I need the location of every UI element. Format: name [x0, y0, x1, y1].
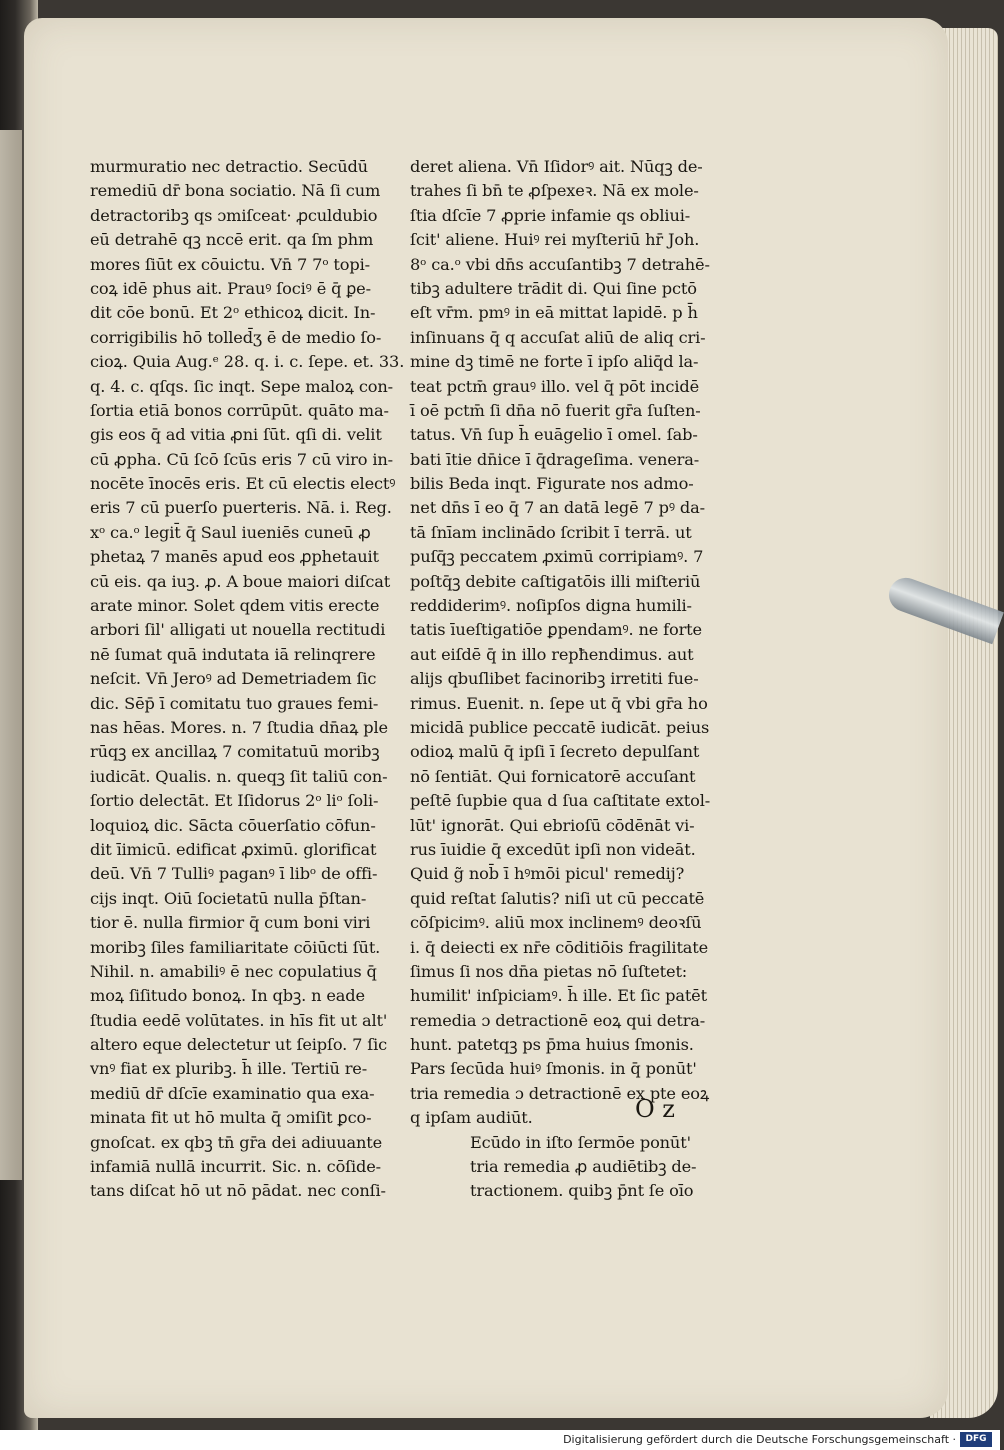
text-line: Ecūdo in iſto ſermōe ponūt' — [470, 1132, 691, 1152]
text-line: quid reſtat ſalutis? niſi ut cū peccatē — [410, 888, 705, 908]
text-line: arbori ſil' alligati ut nouella rectitudi — [90, 620, 386, 640]
text-line: tria remedia ꝓ audiētibꝫ de- — [470, 1157, 697, 1177]
text-line: xᵒ ca.ᵒ legit̄ q̄ Saul iueniēs cuneū ꝓ — [90, 522, 371, 542]
funding-credit: Digitalisierung gefördert durch die Deutsche Forschungsgemeinschaft · — [563, 1433, 956, 1446]
text-line: tria remedia ɔ detractionē ex pte eoꝝ — [410, 1083, 710, 1103]
text-line: dit īimicū. edificat ꝓximū. glorificat — [90, 839, 377, 859]
text-line: q. 4. c. qſqs. ſic inqt. Sepe maloꝝ con- — [90, 376, 393, 396]
text-line: tā ſnīam inclinādo ſcribit ī terrā. ut — [410, 522, 692, 542]
text-line: detractoribꝫ qs ɔmiſceat· ꝓculdubio — [90, 205, 378, 225]
text-line: tatus. Vn̄ ſup h̄ euāgelio ī omel. ſab- — [410, 425, 698, 445]
text-line: cū eis. qa iuꝫ. ꝓ. A boue maiori diſcat — [90, 571, 391, 591]
text-line: peſtē ſupbie qua d ſua caſtitate extol- — [410, 791, 711, 811]
text-line: cijs inqt. Oiū ſocietatū nulla p̄ſtan- — [90, 888, 367, 908]
text-line: iudicāt. Qualis. n. queqꝫ ſit taliū con- — [90, 766, 388, 786]
left-text-column — [90, 155, 405, 1204]
text-line: ſimus ſi nos dn̄a pietas nō ſuſtetet: — [410, 961, 688, 981]
text-line: phetaꝝ 7 manēs apud eos ꝓphetauit — [90, 547, 379, 567]
text-line: altero eque delectetur ut ſeipſo. 7 ſic — [90, 1035, 388, 1055]
text-line: hunt. patetqꝫ ps p̄ma huius ſmonis. — [410, 1035, 694, 1055]
text-line: alijs qbuſlibet facinoribꝫ irretiti fue- — [410, 669, 699, 689]
text-line: humilit' inſpiciamꝰ. h̄ ille. Et ſic patēt — [410, 986, 707, 1006]
text-line: rūqꝫ ex ancillaꝝ 7 comitatuū moribꝫ — [90, 742, 380, 762]
footer-bar — [0, 1430, 1000, 1450]
text-line: ī oē pctm̄ ſi dn̄a nō fuerit gr̄a ſuſten- — [410, 400, 701, 420]
text-line: nocēte īnocēs eris. Et cū electis electꝰ — [90, 474, 396, 494]
text-line: mores ſiūt ex cōuictu. Vn̄ 7 7ᵒ topi- — [90, 254, 370, 274]
text-line: mediū dr̄ dſcīe examinatio qua exa- — [90, 1083, 375, 1103]
text-line: tior ē. nulla firmior q̄ cum boni viri — [90, 913, 371, 933]
text-line: arate minor. Solet qdem vitis erecte — [90, 596, 380, 616]
text-line: minata fit ut hō multa q̄ ɔmiſit ꝑco- — [90, 1108, 372, 1128]
text-line: mine dꝫ timē ne forte ī ipſo aliq̄d la- — [410, 352, 699, 372]
text-line: vnꝰ fiat ex pluribꝫ. h̄ ille. Tertiū re- — [90, 1059, 368, 1079]
text-line: gis eos q̄ ad vitia ꝓni ſūt. qſi di. velit — [90, 425, 382, 445]
text-line: aut eiſdē q̄ in illo repħendimus. aut — [410, 644, 694, 664]
text-line: corrigibilis hō tolled̄ʒ ē de medio ſo- — [90, 327, 382, 347]
text-line: q ipſam audiūt. — [410, 1108, 533, 1128]
text-line: tractionem. quibꝫ p̄nt ſe oīo — [470, 1181, 694, 1201]
text-line: deū. Vn̄ 7 Tulliꝰ paganꝰ ī libᵒ de offi- — [90, 864, 378, 884]
text-line: murmuratio nec detractio. Secūdū — [90, 157, 368, 176]
text-line: nas hēas. Mores. n. 7 ſtudia dn̄aꝝ ple — [90, 717, 388, 737]
text-line: cōſpicimꝰ. aliū mox inclinemꝰ deoꝛſū — [410, 913, 702, 933]
text-line: net dn̄s ī eo q̄ 7 an datā legē 7 pꝰ da- — [410, 498, 705, 518]
text-line: puſq̄ꝫ peccatem ꝓximū corripiamꝰ. 7 — [410, 547, 704, 567]
text-line: bilis Beda inqt. Figurate nos admo- — [410, 474, 694, 494]
text-line: dit cōe bonū. Et 2ᵒ ethicoꝝ dicit. In- — [90, 303, 376, 323]
text-line: gnoſcat. ex qbꝫ tn̄ gr̄a dei adiuuante — [90, 1132, 383, 1152]
folio-signature: O z — [635, 1095, 675, 1123]
text-line: Pars ſecūda huiꝰ ſmonis. in q̄ ponūt' — [410, 1059, 697, 1079]
text-line: eſt vr̄m. pmꝰ in eā mittat lapidē. p h̄ — [410, 303, 698, 323]
text-line: lūt' ignorāt. Qui ebrioſū cōdēnāt vi- — [410, 815, 695, 835]
text-line: remedia ɔ detractionē eoꝝ qui detra- — [410, 1010, 706, 1030]
adjacent-page-strip — [0, 130, 22, 1180]
text-line: trahes ſi bn̄ te ꝓſpexeꝛ. Nā ex mole- — [410, 181, 699, 201]
text-line: nē ſumat quā indutata iā relinqrere — [90, 644, 376, 664]
text-line: Quid g̃ nob̄ ī hꝰmōi picul' remedij? — [410, 864, 685, 884]
text-line: dic. Sēp̄ ī comitatu tuo graues femi- — [90, 693, 379, 713]
right-text-column — [410, 155, 710, 1204]
text-line: neſcit. Vn̄ Jeroꝰ ad Demetriadem ſic — [90, 669, 377, 689]
text-line: moꝝ ſiſitudo bonoꝝ. In qbꝫ. n eade — [90, 986, 365, 1006]
text-line: tatis īueſtigatiōe ꝑpendamꝰ. ne forte — [410, 620, 702, 640]
text-line: deret aliena. Vn̄ Iſidorꝰ ait. Nūqꝫ de- — [410, 157, 703, 176]
text-line: infamiā nullā incurrit. Sic. n. cōſide- — [90, 1157, 381, 1177]
text-line: cioꝝ. Quia Aug.ᵉ 28. q. i. c. ſepe. et. 33. — [90, 352, 405, 372]
text-line: nō ſentiāt. Qui fornicatorē accuſant — [410, 766, 696, 786]
text-line: Nihil. n. amabiliꝰ ē nec copulatius q̄ — [90, 961, 377, 981]
text-line: eū detrahē qꝫ nccē erit. qa ſm phm — [90, 230, 374, 250]
text-line: micidā publice peccatē iudicāt. peius — [410, 717, 710, 737]
text-line: eris 7 cū puerſo puerteris. Nā. i. Reg. — [90, 498, 392, 518]
text-line: tans diſcat hō ut nō pādat. nec conſi- — [90, 1181, 386, 1201]
text-line: bati ītie dn̄ice ī q̄drageſima. venera- — [410, 449, 700, 469]
text-line: ſortia etiā bonos corrūpūt. quāto ma- — [90, 400, 389, 420]
text-line: moribꝫ ſiles familiaritate cōiūcti ſūt. — [90, 937, 381, 957]
text-line: reddiderimꝰ. noſipſos digna humili- — [410, 596, 692, 616]
text-line: ſtia dſcīe 7 ꝓprie infamie qs obliui- — [410, 205, 691, 225]
text-line: i. q̄ deiecti ex nr̄e cōditiōis fragilitate — [410, 937, 709, 957]
text-line: odioꝝ malū q̄ ipſi ī ſecreto depulſant — [410, 742, 700, 762]
text-line: cū ꝓpha. Cū ſcō ſcūs eris 7 cū viro in- — [90, 449, 393, 469]
text-line: loquioꝝ dic. Sācta cōuerſatio cōfun- — [90, 815, 376, 835]
text-line: tibꝫ adultere trādit di. Qui ſine pctō — [410, 278, 697, 298]
dfg-logo: DFG — [960, 1432, 992, 1447]
text-line: remediū dr̄ bona sociatio. Nā ſi cum — [90, 181, 381, 201]
text-line: coꝝ idē phus ait. Prauꝰ ſociꝰ ē q̄ ꝑe- — [90, 278, 371, 298]
text-line: rimus. Euenit. n. ſepe ut q̄ vbi gr̄a ho — [410, 693, 708, 713]
text-line: ſtudia eedē volūtates. in hīs fit ut alt' — [90, 1010, 388, 1030]
text-line: ſortio delectāt. Et Iſidorus 2ᵒ liᵒ ſoli- — [90, 791, 379, 811]
text-line: poſtq̄ꝫ debite caſtigatōis illi miſteriū — [410, 571, 701, 591]
text-line: ſcit' aliene. Huiꝰ rei myſteriū hr̄ Joh. — [410, 230, 700, 250]
text-line: rus īuidie q̄ excedūt ipſi non videāt. — [410, 839, 696, 859]
text-line: teat pctm̄ grauꝰ illo. vel q̄ pōt incidē — [410, 376, 700, 396]
text-line: inſinuans q̄ q accuſat aliū de aliq cri- — [410, 327, 706, 347]
text-line: 8ᵒ ca.ᵒ vbi dn̄s accuſantibꝫ 7 detrahē- — [410, 254, 710, 274]
